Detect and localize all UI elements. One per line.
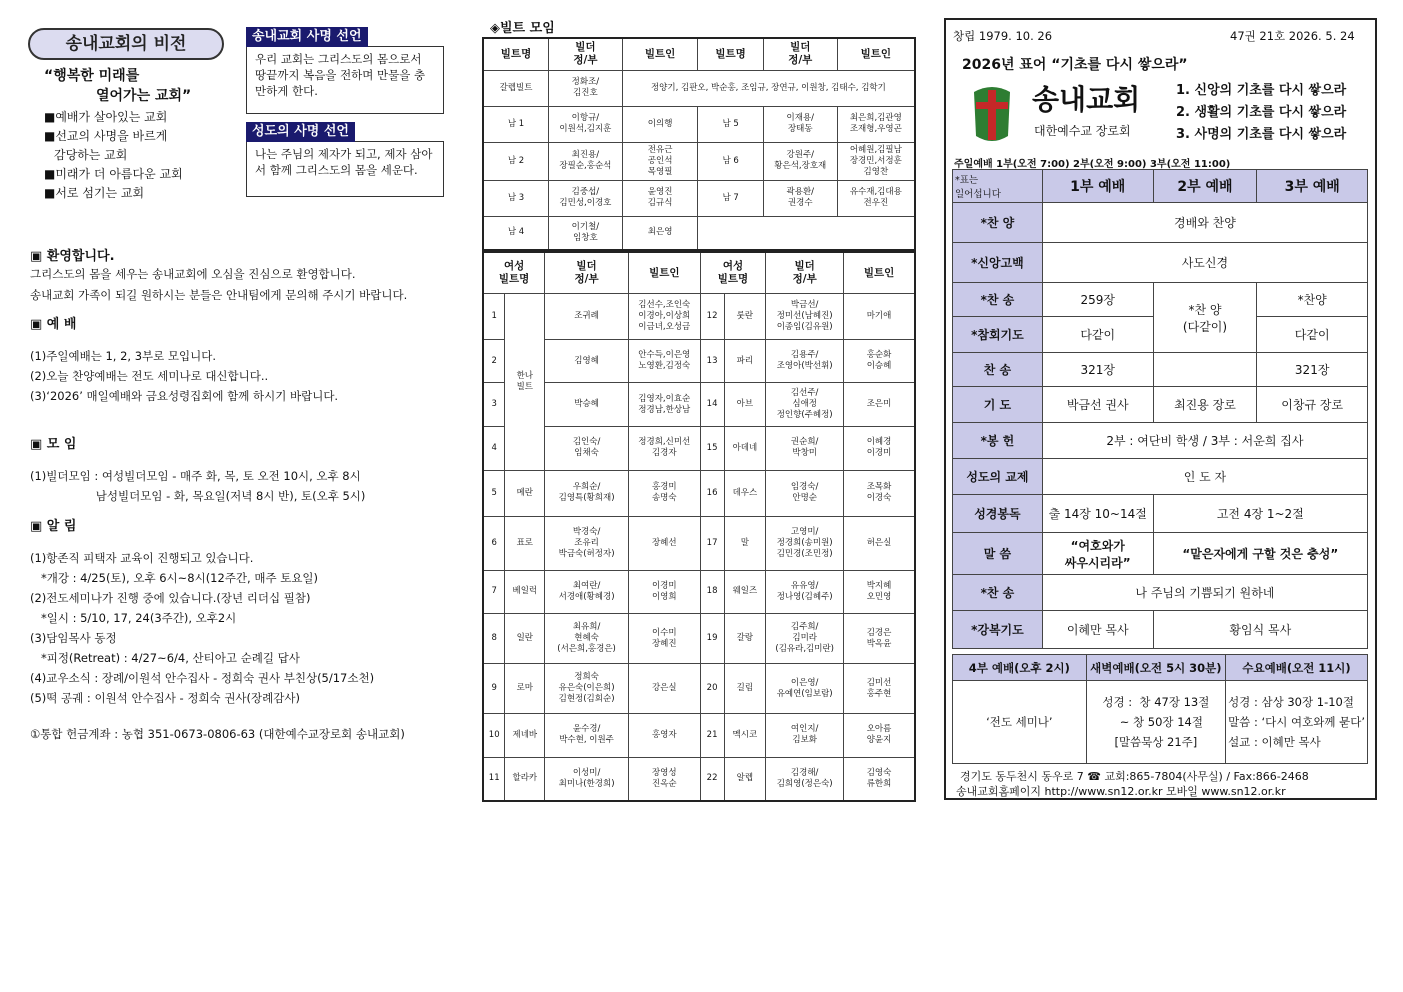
cell: 룻란 — [724, 294, 766, 340]
row-label: *찬 송 — [953, 283, 1043, 317]
cell: 말 — [724, 516, 766, 570]
cell: 8 — [483, 614, 505, 664]
account-line: ①통합 헌금계좌 : 농협 351-0673-0806-63 (대한예수교장로회 송내교회) — [30, 727, 405, 741]
sunday-times: 주일예배 1부(오전 7:00) 2부(오전 9:00) 3부(오전 11:00) — [954, 159, 1231, 170]
cell: 박금선 권사 — [1042, 387, 1153, 423]
cell: 13 — [700, 339, 724, 383]
table-row — [483, 383, 915, 427]
cell: 홍영자 — [628, 714, 700, 758]
cell: 이창규 장로 — [1257, 387, 1368, 423]
row-label: *찬 송 — [953, 575, 1043, 611]
col-header: 빌트명 — [483, 38, 549, 70]
cell: 홍순화 이승혜 — [844, 339, 915, 383]
row-label: *신앙고백 — [953, 243, 1043, 283]
row-label: 성경봉독 — [953, 495, 1043, 533]
row-label: *봉 헌 — [953, 423, 1043, 459]
table-row — [483, 516, 915, 570]
row-label: *강복기도 — [953, 611, 1043, 649]
cell: 파리 — [724, 339, 766, 383]
col-header: 빌더 정/부 — [549, 38, 623, 70]
row-label: 말 씀 — [953, 533, 1043, 575]
table-row — [483, 106, 915, 142]
cell: 권순희/ 박창미 — [766, 427, 844, 471]
table-row — [483, 339, 915, 383]
col-header: 여성 빌트명 — [700, 252, 766, 294]
table-row — [483, 664, 915, 714]
cell: 최은영 — [622, 216, 698, 250]
cell: 김영혜 — [545, 339, 629, 383]
cell: 이혜경 이경미 — [844, 427, 915, 471]
cell: *찬 양 (다같이) — [1153, 283, 1257, 353]
church-logo-icon — [970, 84, 1014, 144]
table-row — [953, 203, 1368, 243]
welcome-line-1: 그리스도의 몸을 세우는 송내교회에 오심을 진심으로 환영합니다. — [30, 267, 356, 281]
cell: 조귀례 — [545, 294, 629, 340]
cell: 22 — [700, 757, 724, 801]
mission-box — [246, 25, 444, 114]
cell: 성경 : 창 47장 13절 ~ 창 50장 14절 [말씀묵상 21주] — [1086, 681, 1225, 764]
wednesday-service-header: 수요예배(오전 11시) — [1226, 655, 1368, 681]
cell: 11 — [483, 757, 505, 801]
col-header: 빌더 정/부 — [766, 252, 844, 294]
cell: 21 — [700, 714, 724, 758]
cell: 20 — [700, 664, 724, 714]
cell: 조목화 이경숙 — [844, 470, 915, 516]
guilt-women-table — [482, 251, 916, 802]
stand-note: *표는 일어섭니다 — [953, 170, 1043, 203]
table-row — [953, 459, 1368, 495]
cell: 김중섭/ 김민성,이경호 — [549, 180, 623, 216]
vision-slogan-2: 열어가는 교회” — [96, 88, 192, 104]
goal-item: 3. 사명의 기초를 다시 쌓으라 — [1176, 127, 1347, 142]
saint-text: 나는 주님의 제자가 되고, 제자 삼아서 함께 그리스도의 몸을 세운다. — [246, 141, 444, 197]
cell: 알렙 — [724, 757, 766, 801]
vision-item: 서로 섬기는 교회 — [55, 186, 145, 200]
mission-title: 송내교회 사명 선언 — [246, 27, 368, 47]
worship-title: ▣ 예 배 — [30, 317, 77, 332]
cell: 박승혜 — [545, 383, 629, 427]
cell: 유유영/ 정나영(김혜주) — [766, 570, 844, 614]
cell: 321장 — [1257, 353, 1368, 387]
cell: 김선주/ 심애정 정인향(주혜정) — [766, 383, 844, 427]
cell: 2 — [483, 339, 505, 383]
cell: 김용주/ 조영아(박선휘) — [766, 339, 844, 383]
cell: 남 3 — [483, 180, 549, 216]
founded-date: 창립 1979. 10. 26 — [953, 29, 1053, 43]
table-row — [953, 423, 1368, 459]
table-row — [483, 427, 915, 471]
saint-box — [246, 120, 444, 197]
col-header: 빌트인 — [628, 252, 700, 294]
cell: 김영자,이효순 정경남,한상남 — [628, 383, 700, 427]
vision-slogan-1: “행복한 미래를 — [44, 68, 140, 84]
cell: 이수미 장혜진 — [628, 614, 700, 664]
cell: 표로 — [505, 516, 545, 570]
cell: 16 — [700, 470, 724, 516]
table-row — [483, 142, 915, 180]
cell: 박지혜 오민영 — [844, 570, 915, 614]
cell: 제네바 — [505, 714, 545, 758]
cell: ‘전도 세미나’ — [953, 681, 1087, 764]
cell: 최진용 장로 — [1153, 387, 1257, 423]
cell: 나 주님의 기쁨되기 원하네 — [1042, 575, 1367, 611]
cell: 7 — [483, 570, 505, 614]
cell: 길림 — [724, 664, 766, 714]
cell: 출 14장 10~14절 — [1042, 495, 1153, 533]
cell: 남 5 — [698, 106, 764, 142]
cell: 데우스 — [724, 470, 766, 516]
cell: 정희숙 유은숙(이은희) 김현정(김회순) — [545, 664, 629, 714]
cell: 허은실 — [844, 516, 915, 570]
cell: 오아름 양윤지 — [844, 714, 915, 758]
welcome-line-2: 송내교회 가족이 되길 원하시는 분들은 안내팀에게 문의해 주시기 바랍니다. — [30, 288, 408, 302]
cell: 10 — [483, 714, 505, 758]
cell: 다같이 — [1042, 317, 1153, 353]
church-goals — [1176, 80, 1346, 146]
cell: 멕시코 — [724, 714, 766, 758]
cell: 이혜만 목사 — [1042, 611, 1153, 649]
row-label: 찬 송 — [953, 353, 1043, 387]
cell: 고영미/ 정경희(송미원) 김민경(조민정) — [766, 516, 844, 570]
third-service-header: 3부 예배 — [1257, 170, 1368, 203]
cell: 김경은 박옥윤 — [844, 614, 915, 664]
cell: 조은미 — [844, 383, 915, 427]
service-order-table — [952, 169, 1368, 649]
table-row — [953, 611, 1368, 649]
table-row — [953, 495, 1368, 533]
cell: 임경숙/ 안명순 — [766, 470, 844, 516]
welcome-title: ▣ 환영합니다. — [30, 249, 115, 264]
cell: 일란 — [505, 614, 545, 664]
col-header: 빌트인 — [844, 252, 915, 294]
table-row — [483, 216, 915, 250]
table-row — [483, 714, 915, 758]
year-motto: 2026년 표어 “기초를 다시 쌓으라” — [962, 57, 1188, 73]
cell: 정양기, 김판오, 박순홍, 조임규, 장연규, 이원창, 김태수, 김학기 — [622, 70, 915, 106]
saint-title: 성도의 사명 선언 — [246, 122, 355, 142]
vision-list: ■예배가 살아있는 교회 ■선교의 사명을 바르게 감당하는 교회 ■미래가 더 아름다운 교회 ■서로 섬기는 교회 — [44, 108, 244, 203]
cell: 우희순/ 김영특(황희재) — [545, 470, 629, 516]
table-row — [953, 387, 1368, 423]
vision-title: 송내교회의 비전 — [28, 28, 224, 60]
second-service-header: 2부 예배 — [1153, 170, 1257, 203]
col-header: 빌더 정/부 — [545, 252, 629, 294]
table-row — [953, 533, 1368, 575]
cell: 베일럭 — [505, 570, 545, 614]
cell: 전유근 공인석 목영필 — [622, 142, 698, 180]
cell: 황임식 목사 — [1153, 611, 1367, 649]
vision-item: 감당하는 교회 — [54, 148, 128, 162]
cell: 곽용환/ 권경수 — [763, 180, 837, 216]
cell: 강원주/ 황은석,장호재 — [763, 142, 837, 180]
dawn-service-header: 새벽예배(오전 5시 30분) — [1086, 655, 1225, 681]
row-label: *찬 양 — [953, 203, 1043, 243]
row-label: 기 도 — [953, 387, 1043, 423]
cell: 19 — [700, 614, 724, 664]
cell: 장혜선 — [628, 516, 700, 570]
cell: “맡은자에게 구할 것은 충성” — [1153, 533, 1367, 575]
cell: 웨일즈 — [724, 570, 766, 614]
cell: 정화조/ 김진호 — [549, 70, 623, 106]
cell: 17 — [700, 516, 724, 570]
row-label: *참회기도 — [953, 317, 1043, 353]
cell: 경배와 찬양 — [1042, 203, 1367, 243]
cell: 다같이 — [1257, 317, 1368, 353]
cell: 12 — [700, 294, 724, 340]
cell: 안수득,이은영 노영환,김정숙 — [628, 339, 700, 383]
cell: 최은희,김관영 조재형,우영곤 — [837, 106, 915, 142]
cell: 유수재,김대용 전우진 — [837, 180, 915, 216]
cell: 김미선 홍주현 — [844, 664, 915, 714]
col-header: 빌트명 — [698, 38, 764, 70]
first-service-header: 1부 예배 — [1042, 170, 1153, 203]
meeting-lines: (1)빌더모임 : 여성빌더모임 - 매주 화, 목, 토 오전 10시, 오후 8시 남성빌더모임 - 화, 목요일(저녁 8시 반), 토(오후 5시) — [30, 469, 366, 503]
homepage-line: 송내교회홈페이지 http://www.sn12.or.kr 모바일 www.sn12.or.kr — [956, 785, 1286, 798]
cell: 남 2 — [483, 142, 549, 180]
vision-item: 미래가 더 아름다운 교회 — [55, 167, 183, 181]
cell: 윤수경/ 박수현, 이원주 — [545, 714, 629, 758]
cell: 갈렙빌트 — [483, 70, 549, 106]
cell: 장영성 진옥순 — [628, 757, 700, 801]
other-services-table — [952, 654, 1368, 764]
meeting-title: ▣ 모 임 — [30, 437, 77, 452]
cell: 할라카 — [505, 757, 545, 801]
cell: 6 — [483, 516, 505, 570]
goal-item: 1. 신앙의 기초를 다시 쌓으라 — [1176, 83, 1347, 98]
cell: 5 — [483, 470, 505, 516]
cell: 최진용/ 장필순,홍순석 — [549, 142, 623, 180]
table-row — [483, 570, 915, 614]
cell: 김주희/ 김미라 (김유라,김미란) — [766, 614, 844, 664]
table-row — [483, 70, 915, 106]
cell: 강은실 — [628, 664, 700, 714]
guilt-men-table — [482, 37, 916, 251]
notice-title: ▣ 알 림 — [30, 519, 77, 534]
col-header: 빌트인 — [622, 38, 698, 70]
cell: 박금선/ 정미선(남혜진) 이종임(김유원) — [766, 294, 844, 340]
cell: 2부 : 여단비 학생 / 3부 : 서운희 집사 — [1042, 423, 1367, 459]
cell: 어혜원,김필남 장경민,서정훈 김영찬 — [837, 142, 915, 180]
cell: 1 — [483, 294, 505, 340]
cell: 9 — [483, 664, 505, 714]
cell: 남 6 — [698, 142, 764, 180]
cell: 남 7 — [698, 180, 764, 216]
col-header: 여성 빌트명 — [483, 252, 545, 294]
cell: 홍경미 송명숙 — [628, 470, 700, 516]
table-row — [483, 614, 915, 664]
cell: 아브 — [724, 383, 766, 427]
cell: 이기철/ 임창호 — [549, 216, 623, 250]
cell: 아데네 — [724, 427, 766, 471]
cell: 321장 — [1042, 353, 1153, 387]
table-row — [953, 353, 1368, 387]
col-header: 빌더 정/부 — [763, 38, 837, 70]
hannah-guilt-label: 한나 빌트 — [505, 294, 545, 471]
cell: 김영숙 류한희 — [844, 757, 915, 801]
vision-item: 선교의 사명을 바르게 — [55, 129, 168, 143]
table-row — [483, 470, 915, 516]
cell: 최여란/ 서경애(황혜경) — [545, 570, 629, 614]
cell: “여호와가 싸우시리라” — [1042, 533, 1153, 575]
cell: 이재용/ 장태동 — [763, 106, 837, 142]
table-row — [953, 575, 1368, 611]
cell: 인 도 자 — [1042, 459, 1367, 495]
cell: 15 — [700, 427, 724, 471]
cell: 김선수,조인숙 이경아,이상희 이금녀,오성금 — [628, 294, 700, 340]
mission-text: 우리 교회는 그리스도의 몸으로서 땅끝까지 복음을 전하며 만물을 충만하게 한다. — [246, 46, 444, 114]
cell: 14 — [700, 383, 724, 427]
cell: 이항규/ 이원석,김지훈 — [549, 106, 623, 142]
table-row — [483, 757, 915, 801]
cell: 최유희/ 현혜숙 (서은희,홍경은) — [545, 614, 629, 664]
cell: 성경 : 삼상 30장 1-10절 말씀 : ‘다시 여호와께 묻다’ 설교 : 이혜만 목사 — [1226, 681, 1368, 764]
col-header: 빌트인 — [837, 38, 915, 70]
vision-item: 예배가 살아있는 교회 — [55, 110, 168, 124]
cell: 메란 — [505, 470, 545, 516]
address-line: 경기도 동두천시 동우로 7 ☎ 교회:865-7804(사무실) / Fax:866-2468 — [960, 770, 1309, 783]
cell: 남 1 — [483, 106, 549, 142]
cell: 18 — [700, 570, 724, 614]
cell: 고전 4장 1~2절 — [1153, 495, 1367, 533]
cell: 윤영진 김규식 — [622, 180, 698, 216]
cell: 박경숙/ 조유리 박금숙(허정자) — [545, 516, 629, 570]
cell: 정경희,신미선 김경자 — [628, 427, 700, 471]
cell: 사도신경 — [1042, 243, 1367, 283]
row-label: 성도의 교제 — [953, 459, 1043, 495]
church-name: 송내교회 — [1032, 83, 1141, 116]
church-denomination: 대한예수교 장로회 — [1034, 124, 1131, 138]
cell: 이의행 — [622, 106, 698, 142]
cell: 이은영/ 유예연(임보람) — [766, 664, 844, 714]
issue-date: 47권 21호 2026. 5. 24 — [1230, 29, 1355, 43]
fourth-service-header: 4부 예배(오후 2시) — [953, 655, 1087, 681]
notice-lines: (1)항존직 피택자 교육이 진행되고 있습니다. *개강 : 4/25(토), 오후 6시~8시(12주간, 매주 토요일) (2)전도세미나가 진행 중에 있습니다.(장년 리더십 필참) *일시 : 5/10, 17, 24(3주간), 오후2시 (3)담임목사 동정 *피정(Retreat) : 4/27~6/4, 산티아고 순례길 답사 (4)교우소식 : 장례/이원석 안수집사 - 정희숙 권사 부친상(5/17소천) (5)떡 공궤 : 이원석 안수집사 - 정희숙 권사(장례감사) — [30, 551, 375, 705]
cell: 259장 — [1042, 283, 1153, 317]
guilt-title: ◈빌트 모임 — [490, 21, 555, 36]
goal-item: 2. 생활의 기초를 다시 쌓으라 — [1176, 105, 1347, 120]
cell: *찬양 — [1257, 283, 1368, 317]
cell: 3 — [483, 383, 505, 427]
table-row — [483, 294, 915, 340]
table-row — [953, 283, 1368, 317]
cell: 남 4 — [483, 216, 549, 250]
table-row — [483, 180, 915, 216]
cell: 김인숙/ 임채숙 — [545, 427, 629, 471]
table-row — [953, 243, 1368, 283]
cell: 4 — [483, 427, 505, 471]
cell: 김경해/ 김희영(정은숙) — [766, 757, 844, 801]
cell: 여인지/ 김보화 — [766, 714, 844, 758]
cell: 이경미 이영희 — [628, 570, 700, 614]
cell: 마기애 — [844, 294, 915, 340]
cell: 갈랑 — [724, 614, 766, 664]
cell: 로마 — [505, 664, 545, 714]
cell — [698, 216, 915, 250]
cell: 이성미/ 최미나(한경희) — [545, 757, 629, 801]
worship-lines: (1)주일예배는 1, 2, 3부로 모입니다. (2)오늘 찬양예배는 전도 세미나로 대신합니다.. (3)‘2026’ 매일예배와 금요성령집회에 함께 하시기 바랍니다. — [30, 349, 339, 403]
